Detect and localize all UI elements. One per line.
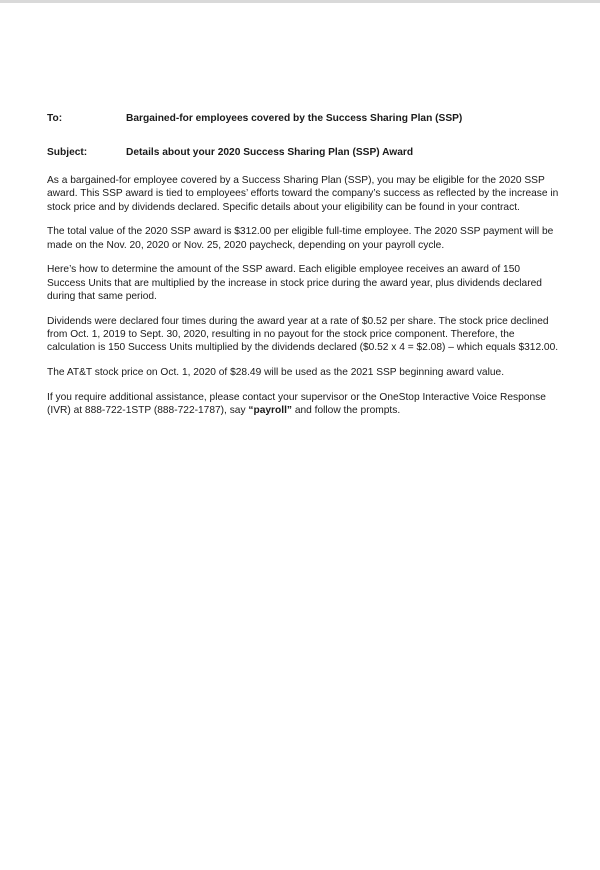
paragraph-award-value: The total value of the 2020 SSP award is $312.00 per eligible full-time employee. The 2020 SSP payment will be made on the Nov. 20, 2020 or Nov. 25, 2020 paycheck, depending on your payroll cycle. — [47, 226, 554, 251]
paragraph-dividends: Dividends were declared four times during the award year at a rate of $0.52 per share. The stock price declined from Oct. 1, 2019 to Sept. 30, 2020, resulting in no payout for the stock price component. Therefore, the calculation is 150 Success Units multiplied by the dividends declared ($0.52 x 4 = $2.08) – which equals $312.00. — [47, 315, 559, 354]
top-edge-bar — [0, 0, 600, 3]
to-label: To: — [47, 113, 63, 124]
payroll-keyword: payroll — [253, 405, 287, 417]
memo-document — [47, 112, 559, 429]
memo-body — [47, 174, 559, 418]
paragraph-calculation-method: Here’s how to determine the amount of the SSP award. Each eligible employee receives an award of 150 Success Units that are multiplied by the increase in stock price during the award year, plus dividends declared during that same period. — [47, 264, 542, 303]
assistance-text-end: and follow the prompts. — [292, 405, 401, 417]
paragraph-eligibility: As a bargained-for employee covered by a Success Sharing Plan (SSP), you may be eligible for the 2020 SSP award. This SSP award is tied to employees’ efforts toward the company’s success as reflected by the increase in stock price and by dividends declared. Specific details about your eligibility can be found in your contract. — [47, 175, 559, 213]
subject-value: Details about your 2020 Success Sharing Plan (SSP) Award — [126, 147, 414, 158]
to-value: Bargained-for employees covered by the Success Sharing Plan (SSP) — [126, 113, 463, 124]
assistance-text: If you require additional assistance, please contact your supervisor or the OneStop Interactive Voice Response (IVR) at 888-722-1STP (888-722-1787), say — [47, 392, 546, 417]
paragraph-stock-price: The AT&T stock price on Oct. 1, 2020 of $28.49 will be used as the 2021 SSP beginning award value. — [47, 367, 505, 379]
to-row — [47, 112, 559, 126]
paragraph-assistance — [47, 391, 559, 418]
close-quote: ” — [286, 405, 292, 417]
subject-label: Subject: — [47, 147, 88, 158]
open-quote: “ — [248, 405, 254, 417]
subject-row — [47, 146, 559, 160]
